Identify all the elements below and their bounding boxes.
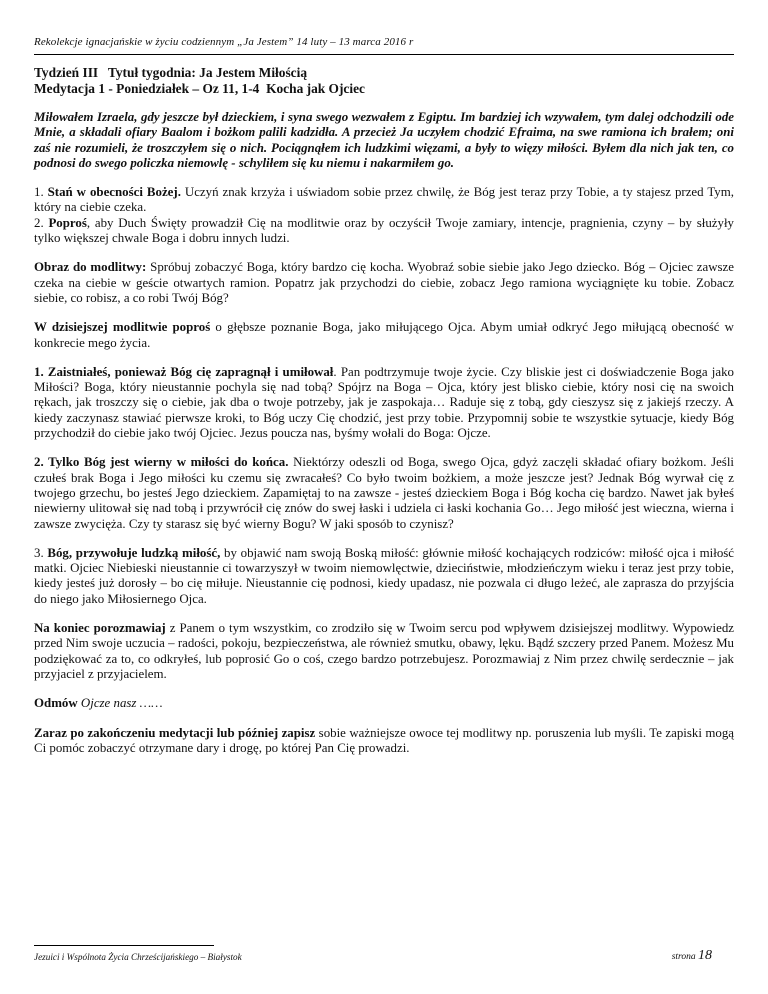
petition-lead: W dzisiejszej modlitwie poproś — [34, 320, 211, 335]
footer-divider — [34, 945, 214, 946]
point-2-text: Niektórzy odeszli od Boga, swego Ojca, gdyż zaczęli składać ofiary bożkom. Jeśli czułeś brak Boga i Jego miłości ku czemu się zwracałeś? Co było twoim bożkiem, a może jeszcze jest? Jednak Bóg wyrwał cię z twojego grzechu, bo jesteś Jego dzieckiem. Zapamiętaj to na zawsze - jesteś dzieckiem Boga i Bóg kocha cię bardzo. Nawet jak byłeś niewierny ulitował się nad tobą i przywrócił cię znów do swej łaski i udziela ci łaski kochania Go… Jego miłość jest wieczna, wierna i zawsze zwycięża. Czy ty starasz się być wierny Bogu? W jaki sposób to czynisz? — [34, 455, 734, 531]
point-3-paragraph — [34, 546, 734, 607]
point-3-number: 3. — [34, 545, 48, 560]
colloquy-text: z Panem o tym wszystkim, co zrodziło się w Twoim sercu pod wpływem dzisiejszej modlitwy. Wypowiedz przed Nim swoje uczucia – radości, pokoju, bezpieczeństwa, ale również smutku, obawy, lęku. Bądź szczery przed Panem. Możesz Mu podziękować za to, co odkryłeś, lub poprosić Go o coś, czego bardzo potrzebujesz. Porozmawiaj z Nim przez chwilę serdecznie – jak przyjaciel z przyjacielem. — [34, 621, 734, 681]
point-1-lead: 1. Zaistniałeś, ponieważ Bóg cię zapragnął i umiłował — [34, 364, 334, 379]
point-2-paragraph — [34, 455, 734, 531]
petition-text: o głębsze poznanie Boga, jako miłującego Ojca. Abym umiał odkryć Jego miłującą obecność w konkrecie mego życia. — [34, 320, 734, 350]
prayer-image-paragraph — [34, 260, 734, 306]
step-1-lead: Stań w obecności Bożej. — [47, 185, 181, 200]
colloquy-paragraph — [34, 621, 734, 682]
colloquy-lead: Na koniec porozmawiaj — [34, 621, 166, 636]
our-father-lead: Odmów — [34, 696, 78, 711]
journal-lead: Zaraz po zakończeniu medytacji lub później zapisz — [34, 725, 316, 740]
journal-text: sobie ważniejsze owoce tej modlitwy np. poruszenia lub myśli. Te zapiski mogą Ci pomóc zobaczyć otrzymane dary i drogę, po której Pan Cię prowadzi. — [34, 725, 735, 755]
page-number: 18 — [698, 948, 712, 963]
point-1-paragraph — [34, 365, 734, 441]
our-father-paragraph — [34, 696, 734, 711]
preparation-steps — [34, 185, 734, 246]
page-title — [34, 65, 734, 97]
main-content — [34, 65, 734, 770]
point-3-text: by objawić nam swoją Boską miłość: głównie miłość kochających rodziców: miłość ojca i miłość matki. Ojciec Niebieski nieustannie ci towarzyszył w twoim niemowlęctwie, dzieciństwie, młodzieńczym wieku i teraz jest przy tobie, kiedy jesteś już dorosły – bo cię miłuje. Nieustannie cię podnosi, kiedy upadasz, nie pozwala ci długo leżeć, ale zaprasza do przyjścia do niego jako Miłosiernego Ojca. — [34, 545, 734, 606]
petition-paragraph — [34, 320, 734, 351]
step-1-text: Uczyń znak krzyża i uświadom sobie przez chwilę, że Bóg jest teraz przy Tobie, a ty stajesz przed Tym, który na ciebie czeka. — [34, 185, 734, 215]
journal-paragraph — [34, 726, 734, 757]
prayer-image-text: Spróbuj zobaczyć Boga, który bardzo cię kocha. Wyobraź sobie siebie jako Jego dziecko. Bóg – Ojciec zawsze czeka na ciebie w geście otwartych ramion. Popatrz jak przychodzi do ciebie, zobacz Jego ramiona wyciągnięte ku tobie. Zobacz siebie, co robisz, a co robi Twój Bóg? — [34, 260, 734, 305]
page-number-block — [672, 948, 712, 964]
point-3-lead: Bóg, przywołuje ludzką miłość, — [47, 545, 221, 560]
step-2-number: 2. — [34, 215, 44, 230]
point-1-text: . Pan podtrzymuje twoje życie. Czy bliskie jest ci doświadczenie Boga jako Miłości? Boga, który nieustannie pochyla się nad tobą? Spójrz na Boga – Ojca, który jest blisko ciebie, który nosi cię na swoich rękach, jak troszczy się o ciebie, jak dba o twoje potrzeby, jak je zaspokaja… Raduje się z tobą, gdy cieszysz się z jakiejś rzeczy. A kiedy zaczynasz stawiać pierwsze kroki, to Bóg uczy Cię chodzić, jest przy tobie. Przypomnij sobie te wszystkie sytuacje, kiedy Bóg przychodził do ciebie jako twój Ojciec. Jezus poucza nas, byśmy wołali do Boga: Ojcze. — [34, 364, 734, 441]
scripture-passage: Miłowałem Izraela, gdy jeszcze był dzieckiem, i syna swego wezwałem z Egiptu. Im bardziej ich wzywałem, tym dalej odchodzili ode Mnie, a składali ofiary Baalom i bożkom palili kadzidła. A przecież Ja uczyłem chodzić Efraima, na swe ramiona ich brałem; oni zaś nie rozumieli, że troszczyłem się o nich. Pociągnąłem ich ludzkimi więzami, a były to więzy miłości. Byłem dla nich jak ten, co podnosi do swego policzka niemowlę - schyliłem się ku niemu i nakarmiłem go. — [34, 110, 734, 170]
step-2-text: , aby Duch Święty prowadził Cię na modlitwie oraz by oczyścił Twoje zamiary, intencje, pragnienia, czyny – by służyły tylko większej chwale Boga i dobru innych ludzi. — [34, 215, 734, 246]
prayer-image-lead: Obraz do modlitwy: — [34, 260, 147, 275]
page-label: strona — [671, 952, 696, 962]
running-header: Rekolekcje ignacjańskie w życiu codziennym „Ja Jestem” 14 luty – 13 marca 2016 r — [34, 36, 414, 48]
footer-organization: Jezuici i Wspólnota Życia Chrześcijańskiego – Białystok — [34, 952, 242, 962]
header-divider — [34, 54, 734, 55]
step-1-number: 1. — [34, 185, 44, 200]
step-2-lead: Poproś — [48, 215, 87, 230]
meditation-title: Medytacja 1 - Poniedziałek – Oz 11, 1-4 Kocha jak Ojciec — [34, 81, 365, 96]
our-father-text: Ojcze nasz …… — [77, 696, 163, 711]
point-2-lead: 2. Tylko Bóg jest wierny w miłości do końca. — [34, 455, 289, 470]
week-title: Tydzień III Tytuł tygodnia: Ja Jestem Miłością — [34, 65, 308, 80]
